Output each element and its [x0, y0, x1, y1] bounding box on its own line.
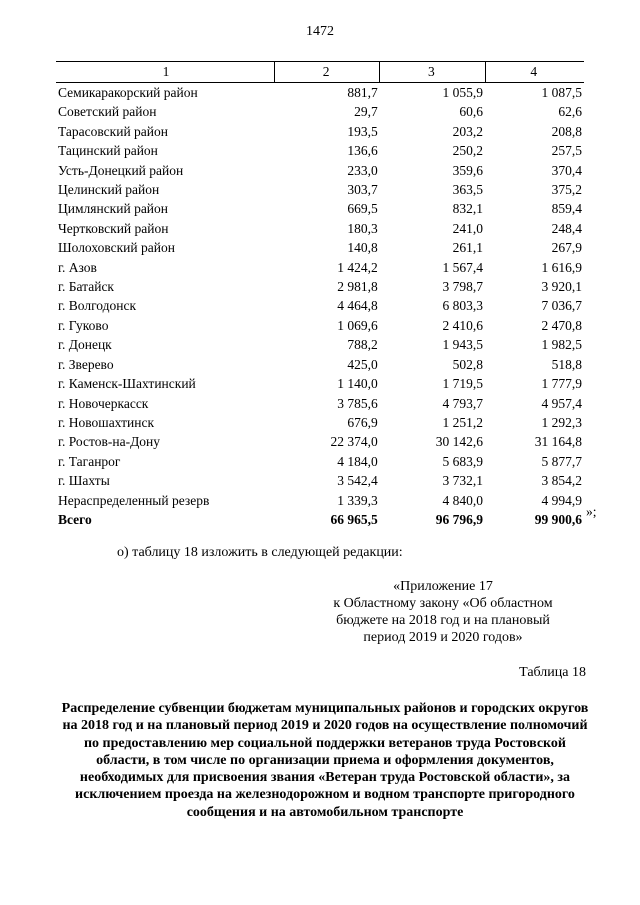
territory-name-cell: г. Гуково	[58, 317, 109, 333]
value-2019-cell: 261,1	[452, 240, 484, 256]
value-2019-cell: 359,6	[452, 162, 484, 178]
value-2018-cell: 22 374,0	[330, 434, 378, 450]
value-2020-cell: 257,5	[551, 143, 582, 159]
total-value-2018-cell: 66 965,5	[330, 511, 378, 527]
value-2019-cell: 60,6	[459, 104, 484, 120]
territory-name-cell: г. Донецк	[58, 337, 112, 353]
column-header-3: 3	[380, 62, 485, 83]
value-2018-cell: 4 184,0	[337, 453, 378, 469]
appendix-line-1: «Приложение 17	[393, 579, 493, 594]
value-2018-cell: 140,8	[347, 240, 378, 256]
value-2020-cell: 859,4	[551, 201, 582, 217]
table-row	[56, 219, 584, 238]
value-2019-cell: 3 732,1	[442, 473, 484, 489]
table-row	[56, 141, 584, 160]
value-2019-cell: 1 567,4	[442, 259, 484, 275]
territory-name-cell: г. Таганрог	[58, 453, 121, 469]
value-2018-cell: 233,0	[347, 162, 378, 178]
value-2020-cell: 1 982,5	[541, 337, 582, 353]
value-2019-cell: 203,2	[452, 123, 484, 139]
value-2018-cell: 1 140,0	[337, 376, 378, 392]
value-2020-cell: 518,8	[551, 356, 582, 372]
value-2020-cell: 375,2	[551, 182, 582, 198]
table-body	[56, 62, 584, 530]
table-row	[56, 238, 584, 257]
total-value-2019-cell: 96 796,9	[435, 511, 484, 527]
value-2019-cell: 1 251,2	[442, 414, 484, 430]
table-row	[56, 432, 584, 451]
territory-name-cell: Тацинский район	[58, 143, 158, 159]
value-2020-cell: 5 877,7	[541, 453, 582, 469]
table-row	[56, 296, 584, 315]
table-row	[56, 452, 584, 471]
table-row	[56, 394, 584, 413]
value-2020-cell: 248,4	[551, 220, 582, 236]
value-2020-cell: 7 036,7	[541, 298, 582, 314]
value-2019-cell: 5 683,9	[442, 453, 484, 469]
appendix-heading	[300, 578, 586, 646]
column-header-2: 2	[274, 62, 379, 83]
total-value-2020-cell: 99 900,6	[534, 511, 582, 527]
table-row	[56, 258, 584, 277]
value-2018-cell: 29,7	[354, 104, 378, 120]
value-2020-cell: 4 994,9	[541, 492, 582, 508]
value-2018-cell: 1 339,3	[337, 492, 378, 508]
value-2019-cell: 363,5	[452, 182, 484, 198]
value-2018-cell: 303,7	[347, 182, 378, 198]
table-row	[56, 335, 584, 354]
value-2018-cell: 4 464,8	[337, 298, 378, 314]
value-2018-cell: 425,0	[347, 356, 378, 372]
value-2018-cell: 193,5	[347, 123, 378, 139]
value-2018-cell: 3 542,4	[337, 473, 378, 489]
value-2018-cell: 136,6	[347, 143, 378, 159]
territory-name-cell: г. Каменск-Шахтинский	[58, 376, 196, 392]
closing-quote-mark: »;	[586, 504, 597, 519]
appendix-line-3: бюджете на 2018 год и на плановый	[336, 613, 550, 628]
table-row	[56, 277, 584, 296]
territory-name-cell: г. Шахты	[58, 473, 110, 489]
appendix-line-2: к Областному закону «Об областном	[333, 596, 553, 611]
territory-name-cell: г. Новочеркасск	[58, 395, 149, 411]
total-territory-name-cell: Всего	[58, 511, 92, 527]
value-2019-cell: 241,0	[452, 220, 484, 236]
value-2020-cell: 2 470,8	[541, 317, 582, 333]
value-2020-cell: 31 164,8	[534, 434, 582, 450]
territory-name-cell: Советский район	[58, 104, 157, 120]
table-row	[56, 491, 584, 510]
territory-name-cell: Усть-Донецкий район	[58, 162, 184, 178]
territory-name-cell: Шолоховский район	[58, 240, 175, 256]
value-2019-cell: 250,2	[452, 143, 484, 159]
value-2020-cell: 1 777,9	[541, 376, 582, 392]
table-row	[56, 199, 584, 218]
territory-name-cell: г. Батайск	[58, 279, 114, 295]
table-title: Распределение субвенции бюджетам муниципальных районов и городских округов на 2018 год и на плановый период 2019 и 2020 годов на осуществление полномочий по предоставлению мер социальной поддержки ветеранов труда Ростовской области, в том числе по организации приема и оформления документов, необходимых для присвоения звания «Ветеран труда Ростовской области», за исключением проезда на железнодорожном и водном транспорте пригородного сообщения и на автомобильном транспорте	[61, 701, 589, 820]
value-2019-cell: 3 798,7	[442, 279, 484, 295]
table-total-row	[56, 510, 584, 529]
table-row	[56, 316, 584, 335]
value-2020-cell: 208,8	[551, 123, 582, 139]
table-row	[56, 83, 584, 103]
table-row	[56, 161, 584, 180]
table-row	[56, 102, 584, 121]
value-2020-cell: 370,4	[551, 162, 582, 178]
value-2020-cell: 1 087,5	[541, 85, 582, 100]
value-2020-cell: 4 957,4	[541, 395, 582, 411]
table-row	[56, 122, 584, 141]
value-2020-cell: 3 920,1	[541, 279, 582, 295]
amendment-instruction: о) таблицу 18 изложить в следующей редакции:	[117, 545, 403, 560]
territory-name-cell: Нераспределенный резерв	[58, 492, 210, 508]
territory-name-cell: Тарасовский район	[58, 123, 168, 139]
value-2019-cell: 1 055,9	[442, 85, 484, 100]
column-header-1: 1	[56, 62, 274, 83]
value-2019-cell: 4 840,0	[442, 492, 484, 508]
table-row	[56, 413, 584, 432]
value-2018-cell: 180,3	[347, 220, 378, 236]
territory-name-cell: г. Волгодонск	[58, 298, 137, 314]
value-2018-cell: 788,2	[347, 337, 378, 353]
table-header-row	[56, 62, 584, 83]
value-2019-cell: 832,1	[452, 201, 484, 217]
value-2019-cell: 4 793,7	[442, 395, 484, 411]
territory-name-cell: Семикаракорский район	[58, 85, 198, 100]
value-2020-cell: 62,6	[558, 104, 582, 120]
value-2020-cell: 1 292,3	[541, 414, 582, 430]
table-row	[56, 374, 584, 393]
table-number: Таблица 18	[519, 665, 586, 680]
value-2019-cell: 502,8	[452, 356, 484, 372]
value-2018-cell: 2 981,8	[337, 279, 378, 295]
value-2019-cell: 2 410,6	[442, 317, 484, 333]
value-2019-cell: 1 943,5	[442, 337, 484, 353]
value-2020-cell: 1 616,9	[541, 259, 582, 275]
value-2020-cell: 3 854,2	[541, 473, 582, 489]
table-row	[56, 355, 584, 374]
territory-name-cell: Целинский район	[58, 182, 160, 198]
territory-name-cell: Цимлянский район	[58, 201, 169, 217]
value-2019-cell: 6 803,3	[442, 298, 484, 314]
value-2019-cell: 1 719,5	[442, 376, 484, 392]
value-2020-cell: 267,9	[551, 240, 582, 256]
value-2018-cell: 881,7	[347, 85, 378, 100]
value-2018-cell: 1 424,2	[337, 259, 378, 275]
table-row	[56, 180, 584, 199]
territory-name-cell: г. Новошахтинск	[58, 414, 154, 430]
value-2018-cell: 676,9	[347, 414, 378, 430]
subvention-table	[56, 61, 584, 529]
territory-name-cell: г. Зверево	[58, 356, 114, 372]
territory-name-cell: г. Ростов-на-Дону	[58, 434, 161, 450]
value-2019-cell: 30 142,6	[435, 434, 484, 450]
territory-name-cell: г. Азов	[58, 259, 97, 275]
page-number: 1472	[306, 24, 334, 39]
appendix-line-4: период 2019 и 2020 годов»	[363, 630, 523, 645]
table-row	[56, 471, 584, 490]
value-2018-cell: 1 069,6	[337, 317, 378, 333]
value-2018-cell: 669,5	[347, 201, 378, 217]
value-2018-cell: 3 785,6	[337, 395, 378, 411]
column-header-4: 4	[485, 62, 584, 83]
territory-name-cell: Чертковский район	[58, 220, 169, 236]
